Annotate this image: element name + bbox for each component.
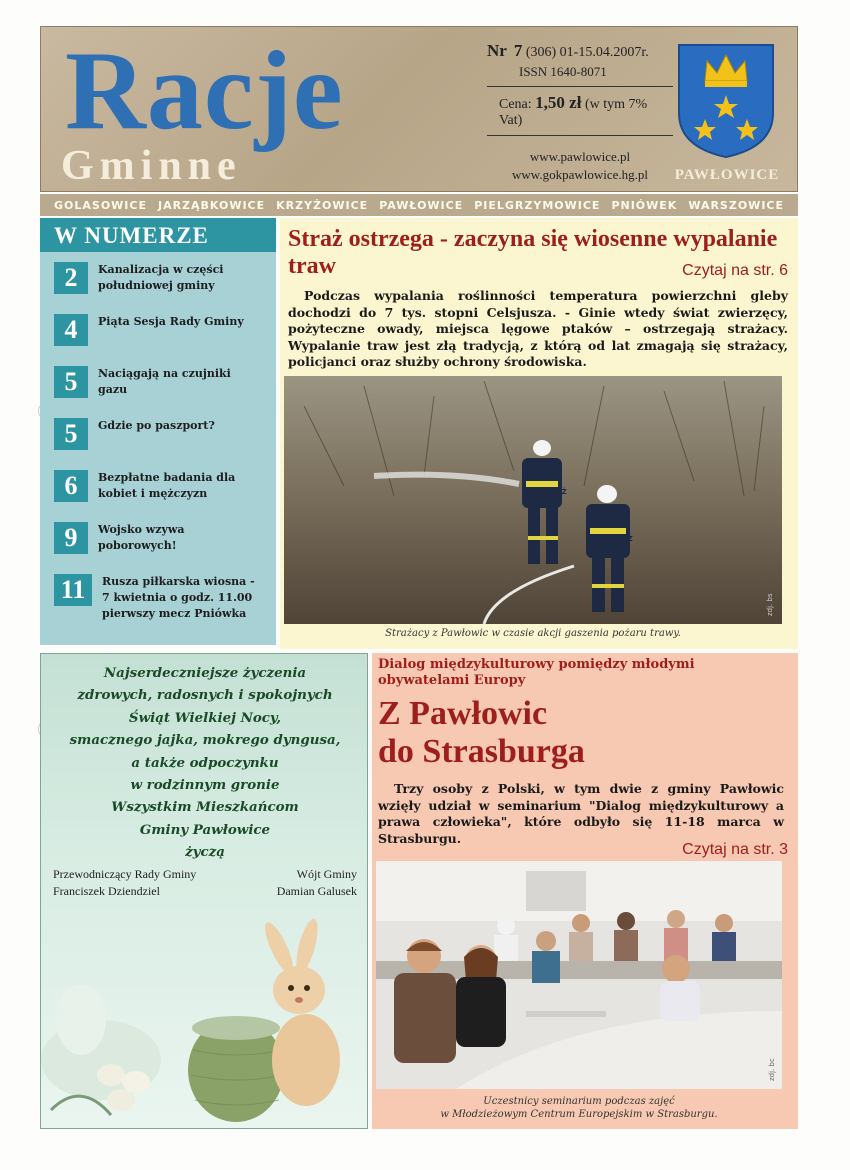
price-label: Cena: xyxy=(499,97,532,112)
caption-line: Uczestnicy seminarium podczas zajęć xyxy=(483,1096,675,1107)
article-kicker: Dialog międzykulturowy pomiędzy młodymi obywatelami Europy xyxy=(378,657,695,688)
wishes-line: smacznego jajka, mokrego dyngusa, xyxy=(69,732,341,749)
toc-item-title: Naciągają na czujniki gazu xyxy=(98,367,231,396)
table-of-contents xyxy=(40,218,276,645)
toc-page-number: 4 xyxy=(54,314,88,346)
toc-heading: W NUMERZE xyxy=(40,218,276,252)
toc-item-title: Gdzie po paszport? xyxy=(98,419,215,432)
wishes-line: Wszystkim Mieszkańcom xyxy=(111,799,299,816)
article-title-line: do Strasburga xyxy=(378,733,585,770)
newspaper-title: Racje xyxy=(65,29,344,153)
read-more-link[interactable]: Czytaj na str. 3 xyxy=(682,841,788,858)
easter-wishes xyxy=(40,653,368,1129)
article-fire-warning xyxy=(280,218,798,649)
toc-page-number: 6 xyxy=(54,470,88,502)
toc-page-number: 9 xyxy=(54,522,88,554)
toc-item[interactable] xyxy=(54,574,276,626)
photo-caption xyxy=(376,1095,782,1121)
issue-dates: (306) 01-15.04.2007r. xyxy=(525,45,649,60)
toc-item[interactable] xyxy=(54,366,276,418)
toc-page-number: 5 xyxy=(54,418,88,450)
price xyxy=(487,93,673,129)
divider xyxy=(487,135,673,136)
village-name: PIELGRZYMOWICE xyxy=(474,198,601,212)
wishes-line: zdrowych, radosnych i spokojnych xyxy=(77,687,333,704)
photo-credit: zdj. bs xyxy=(766,593,774,616)
article-lead: Trzy osoby z Polski, w tym dwie z gminy Pawłowic wzięły udział w seminarium "Dialog międzykulturowy a prawa człowieka", które odbyło się 11-18 marca w Strasburgu. xyxy=(378,781,784,846)
toc-item-title: Piąta Sesja Rady Gminy xyxy=(98,315,244,328)
article-title-line: Z Pawłowic xyxy=(378,695,548,732)
toc-item[interactable] xyxy=(54,522,276,574)
photo-credit: zdj. bc xyxy=(768,1058,776,1081)
wishes-line: Gminy Pawłowice xyxy=(139,821,271,838)
uniform-label: STRAŻ xyxy=(541,488,567,496)
wishes-line: Najserdeczniejsze życzenia xyxy=(103,665,307,681)
front-page xyxy=(40,26,798,1136)
wishes-text xyxy=(49,662,361,864)
price-vat: (w tym 7% Vat) xyxy=(499,97,648,128)
toc-item-title: Bezpłatne badania dla kobiet i mężczyzn xyxy=(98,471,236,500)
seminar-photo xyxy=(376,861,782,1089)
urls xyxy=(487,148,673,184)
toc-item-title: Rusza piłkarska wiosna - 7 kwietnia o godz. 11.00 pierwszy mecz Pniówka xyxy=(102,575,255,620)
toc-page-number: 5 xyxy=(54,366,88,398)
divider xyxy=(487,86,673,87)
crest-icon xyxy=(677,43,775,159)
toc-item[interactable] xyxy=(54,314,276,366)
signature-name: Damian Galusek xyxy=(276,884,357,898)
signature-role: Wójt Gminy xyxy=(296,867,357,881)
toc-item[interactable] xyxy=(54,418,276,470)
wishes-line: życzą xyxy=(185,844,225,861)
village-name: GOLASOWICE xyxy=(54,198,147,212)
issue-info xyxy=(487,41,673,184)
firefighters-photo xyxy=(284,376,782,624)
toc-item[interactable] xyxy=(54,262,276,314)
article-title[interactable] xyxy=(378,695,788,771)
toc-page-number: 2 xyxy=(54,262,88,294)
village-name: PNIÓWEK xyxy=(611,198,678,212)
village-name: PAWŁOWICE xyxy=(379,198,464,212)
village-name: KRZYŻOWICE xyxy=(276,198,369,212)
crest-label: PAWŁOWICE xyxy=(674,167,780,183)
wishes-line: Świąt Wielkiej Nocy, xyxy=(128,709,282,726)
signature-name: Franciszek Dziendziel xyxy=(53,884,160,898)
easter-bunny-eggs-illustration xyxy=(41,910,367,1128)
villages-bar xyxy=(40,194,798,216)
issn: ISSN 1640-8071 xyxy=(519,64,607,79)
issue-number: 7 xyxy=(513,41,523,60)
signature-role: Przewodniczący Rady Gminy xyxy=(53,867,197,881)
wishes-line: a także odpoczynku xyxy=(131,754,279,771)
signature-council-chair xyxy=(53,866,196,900)
toc-list xyxy=(40,252,276,626)
article-title[interactable]: Straż ostrzega - zaczyna się wiosenne wypalanie traw xyxy=(288,226,778,279)
url-pawlowice[interactable]: www.pawlowice.pl xyxy=(529,149,631,164)
toc-item-title: Kanalizacja w części południowej gminy xyxy=(98,263,224,292)
article-lead: Podczas wypalania roślinności temperatura powierzchni gleby dochodzi do 7 tys. stopni Celsjusza. - Ginie wtedy świat zwierzęcy, pożyteczne owady, miejsca lęgowe ptaków – ostrzegają strażacy. Wypalanie traw jest złą tradycją, z którą od lat zmagają się strażacy, policjanci oraz służby ochrony środowiska. xyxy=(288,288,788,370)
article-strasbourg xyxy=(372,653,798,1129)
newspaper-subtitle: Gminne xyxy=(61,143,242,189)
masthead xyxy=(40,26,798,192)
photo-caption: Strażacy z Pawłowic w czasie akcji gaszenia pożaru trawy. xyxy=(385,628,681,639)
toc-item-title: Wojsko wzywa poborowych! xyxy=(98,523,185,552)
toc-item[interactable] xyxy=(54,470,276,522)
caption-line: w Młodzieżowym Centrum Europejskim w Strasburgu. xyxy=(440,1109,718,1120)
toc-page-number: 11 xyxy=(54,574,92,606)
read-more-link[interactable]: Czytaj na str. 6 xyxy=(682,262,788,279)
signature-mayor xyxy=(277,866,357,900)
issue-nr-label: Nr xyxy=(487,41,507,60)
price-value: 1,50 zł xyxy=(535,93,582,112)
url-gok[interactable]: www.gokpawlowice.hg.pl xyxy=(512,167,648,182)
wishes-line: w rodzinnym gronie xyxy=(130,777,280,794)
village-name: JARZĄBKOWICE xyxy=(157,198,266,212)
uniform-label: STRAŻ xyxy=(607,535,633,543)
village-name: WARSZOWICE xyxy=(688,198,784,212)
